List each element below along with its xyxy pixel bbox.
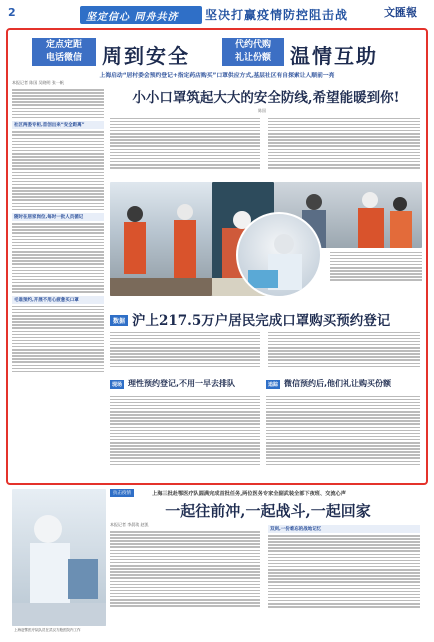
left-text-2 xyxy=(12,131,104,210)
bottom-text-left xyxy=(110,522,260,608)
feature-tag-right xyxy=(222,38,284,66)
bottom-text-right xyxy=(268,522,420,609)
tag-right-line-1: 代约代购 xyxy=(234,40,271,50)
left-column xyxy=(12,80,104,480)
section2-left-head: 理性预约登记,不用一早去排队 xyxy=(128,379,236,388)
feature-headline-right: 温情互助 xyxy=(290,44,378,68)
photo-medical-figures xyxy=(12,489,106,626)
feature-tag-left xyxy=(32,38,96,66)
lead-text-left xyxy=(110,116,260,170)
lead-headline: 小小口罩筑起大大的安全防线,希望能暖到你! xyxy=(132,90,400,106)
newspaper-logo: 文匯報 xyxy=(384,6,417,19)
left-text-4 xyxy=(12,306,104,372)
photo-temperature-check xyxy=(110,182,212,296)
photo-medical-team xyxy=(12,489,106,626)
page-number: 2 xyxy=(8,6,16,19)
section2-headline: 沪上217.5万户居民完成口罩购买预约登记 xyxy=(132,313,391,329)
section2-tag: 数据 xyxy=(110,315,128,326)
section2-text-right xyxy=(268,330,420,369)
section2-left-tag: 现场 xyxy=(112,382,123,388)
tag-left-line-2: 电话微信 xyxy=(45,53,82,63)
banner-text: 坚定信心 同舟共济 xyxy=(86,12,179,23)
tag-left-line-1: 定点定距 xyxy=(45,40,82,50)
left-section-title-1: 社区两委专柜,首创出来“安全距离” xyxy=(12,121,104,129)
left-byline: 本报记者 陈国 吴晓明 张一帆 xyxy=(12,80,64,85)
lead-text-right xyxy=(268,116,420,170)
masthead-banner xyxy=(80,6,202,24)
bottom-section-title: 双剑,一份难忘的战地记忆 xyxy=(268,525,420,533)
section2-text-left xyxy=(110,330,260,369)
masthead xyxy=(0,0,434,28)
section2-right-head: 微信预约后,他们礼让购买份额 xyxy=(284,379,392,388)
feature-headline-left: 周到安全 xyxy=(102,44,190,68)
bottom-photo-caption: 上海赴鄂医疗队队员在武汉方舱医院内工作 xyxy=(14,628,81,632)
left-text-1 xyxy=(12,89,104,118)
left-section-title-3: 毛谁预约,开展不用心疲惫买口罩 xyxy=(12,296,104,304)
feature-subhead: 上海启动“居村委会预约登记+指定药店购买”口罩供应方式,基层社区有自探索让人顺前一亮 xyxy=(99,73,335,79)
tag-right-line-2: 礼让份额 xyxy=(234,53,271,63)
bottom-headline: 一起往前冲,一起战斗,一起回家 xyxy=(165,502,371,520)
photo-figures xyxy=(110,182,212,296)
bottom-kicker: 上海三批赴鄂医疗队圆满完成首批任务,两位医务专家全副武装全部下夜班、交流心声 xyxy=(152,491,346,497)
left-section-title-2: 随时在居家岗位,每时一批人员循记 xyxy=(12,213,104,221)
photo-circle-inset xyxy=(236,212,322,298)
section2-lower-right xyxy=(266,394,420,467)
section2-lower-left xyxy=(110,394,260,467)
bottom-byline: 本报记者 李晨琰 赵凯 xyxy=(110,522,149,527)
left-text-3 xyxy=(12,223,104,293)
lead-author: 陈国 xyxy=(258,108,266,113)
section2-right-tag: 追踪 xyxy=(268,382,279,388)
photo-caption-block xyxy=(330,250,422,283)
photo-inset-figures xyxy=(238,214,320,296)
masthead-slogan: 坚决打赢疫情防控阻击战 xyxy=(205,8,349,22)
bottom-tag: 抗击疫情 xyxy=(110,489,134,497)
